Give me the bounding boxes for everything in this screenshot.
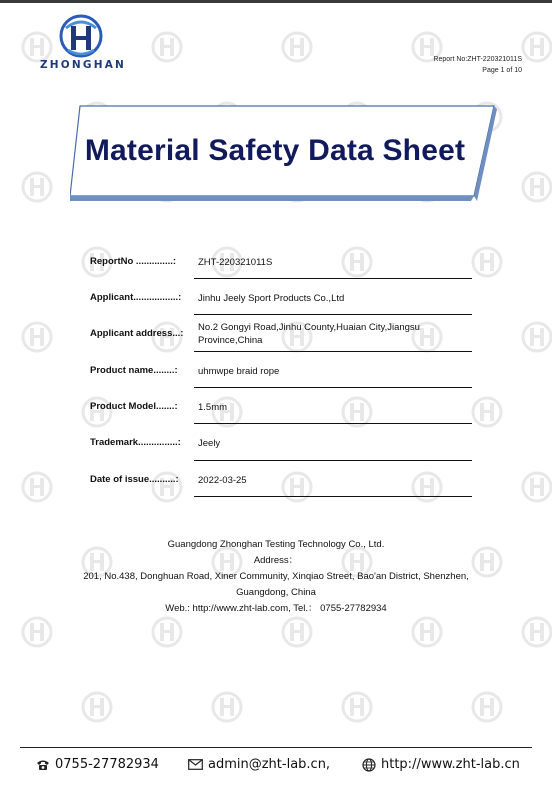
- watermark-logo-icon: [80, 690, 114, 724]
- page-indicator: Page 1 of 10: [482, 67, 522, 74]
- field-value-applicant: Jinhu Jeely Sport Products Co.,Ltd: [198, 293, 345, 304]
- phone-icon: [36, 759, 50, 771]
- document-title: Material Safety Data Sheet: [84, 134, 466, 167]
- report-header: [433, 54, 522, 76]
- watermark-logo-icon: [20, 615, 54, 649]
- field-value-product-model: 1.5mm: [198, 402, 228, 413]
- field-divider: [194, 496, 472, 497]
- watermark-logo-icon: [470, 395, 504, 429]
- footer-rule: [20, 747, 532, 748]
- field-label-reportno: ReportNo ..............:: [90, 256, 177, 267]
- footer-phone: [36, 757, 159, 772]
- field-value-product-name: uhmwpe braid rope: [198, 366, 280, 377]
- footer-email-text[interactable]: admin@zht-lab.cn,: [208, 757, 331, 772]
- field-divider: [194, 278, 472, 279]
- watermark-logo-icon: [520, 615, 552, 649]
- watermark-logo-icon: [520, 470, 552, 504]
- company-logo: [38, 14, 128, 74]
- footer-email[interactable]: [188, 757, 330, 772]
- field-divider: [194, 423, 472, 424]
- watermark-logo-icon: [20, 320, 54, 354]
- watermark-logo-icon: [340, 690, 374, 724]
- globe-icon: [362, 758, 376, 772]
- report-number: Report No:ZHT-220321011S: [433, 56, 522, 63]
- field-divider: [194, 460, 472, 461]
- footer-web[interactable]: [362, 757, 520, 772]
- issuer-address-label: Address：: [253, 555, 299, 566]
- field-value-applicant-address: [198, 321, 468, 347]
- watermark-logo-icon: [470, 245, 504, 279]
- field-label-applicant: Applicant.................:: [90, 292, 182, 303]
- footer-phone-text: 0755-27782934: [55, 757, 159, 772]
- mail-icon: [188, 759, 203, 770]
- issuer-block: [0, 537, 552, 617]
- field-label-applicant-address: Applicant address...:: [90, 328, 184, 339]
- watermark-logo-icon: [280, 615, 314, 649]
- watermark-logo-icon: [210, 690, 244, 724]
- watermark-logo-icon: [150, 615, 184, 649]
- field-value-reportno: ZHT-220321011S: [198, 257, 273, 268]
- address-line-2: Province,China: [198, 335, 263, 346]
- field-label-trademark: Trademark...............:: [90, 437, 181, 448]
- field-value-date-of-issue: 2022-03-25: [198, 475, 247, 486]
- field-label-product-name: Product name........:: [90, 365, 178, 376]
- watermark-logo-icon: [520, 30, 552, 64]
- field-divider: [194, 351, 472, 352]
- field-label-product-model: Product Model.......:: [90, 401, 178, 412]
- issuer-company: Guangdong Zhonghan Testing Technology Co., Ltd.: [167, 539, 385, 550]
- footer-web-text[interactable]: http://www.zht-lab.cn: [381, 757, 520, 772]
- field-label-date-of-issue: Date of issue..........:: [90, 474, 179, 485]
- watermark-logo-icon: [470, 690, 504, 724]
- field-divider: [194, 314, 472, 315]
- issuer-address-line-2: Guangdong, China: [236, 587, 316, 598]
- field-value-trademark: Jeely: [198, 438, 221, 449]
- brand-name: ZHONGHAN: [39, 59, 127, 71]
- watermark-logo-icon: [150, 30, 184, 64]
- zh-logo-icon: [58, 14, 104, 58]
- watermark-logo-icon: [20, 470, 54, 504]
- watermark-logo-icon: [520, 320, 552, 354]
- watermark-logo-icon: [520, 170, 552, 204]
- title-box: [70, 104, 500, 202]
- top-rule: [0, 0, 552, 3]
- issuer-address-line-1: 201, No.438, Donghuan Road, Xiner Community, Xinqiao Street, Bao'an District, Shenzhen,: [83, 571, 469, 582]
- watermark-logo-icon: [280, 30, 314, 64]
- issuer-contact: Web.: http://www.zht-lab.com, Tel.： 0755-27782934: [165, 603, 387, 614]
- address-line-1: No.2 Gongyi Road,Jinhu County,Huaian City,Jiangsu: [198, 322, 420, 333]
- watermark-logo-icon: [410, 615, 444, 649]
- watermark-logo-icon: [20, 170, 54, 204]
- field-divider: [194, 387, 472, 388]
